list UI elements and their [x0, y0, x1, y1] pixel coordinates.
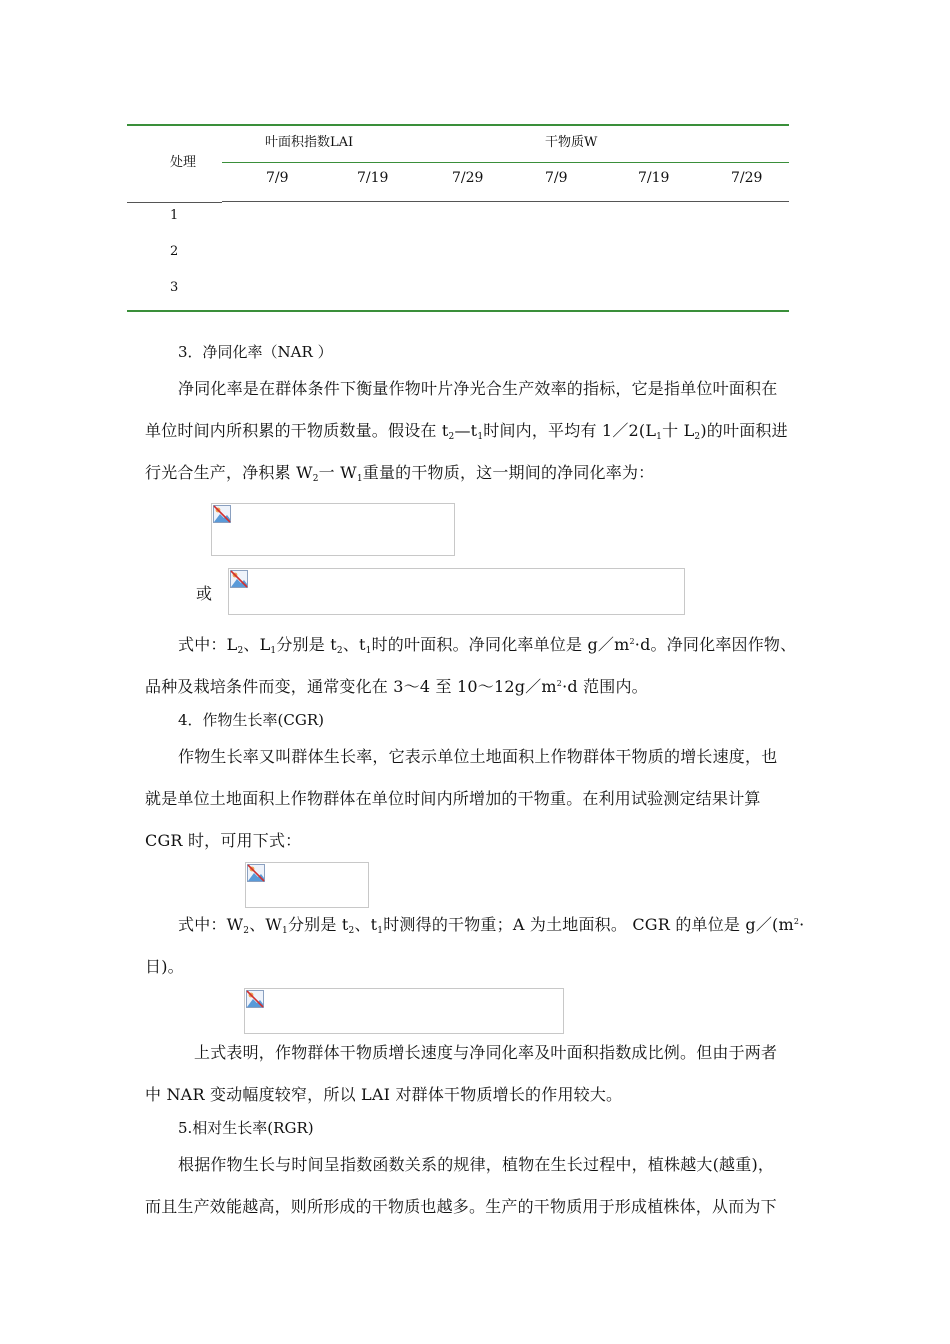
table-date-header: 7/9: [266, 170, 289, 186]
table-top-rule: [127, 124, 789, 126]
section-4-heading: 4．作物生长率(CGR): [178, 711, 325, 729]
sec3-note-text: 式中：L: [178, 635, 238, 654]
or-label: 或: [196, 584, 213, 603]
sec3-text: 时间内，平均有 1／2(L: [483, 421, 657, 440]
subscript: 2: [312, 474, 319, 484]
sec3-paragraph-line-1: [178, 376, 777, 399]
sec4-note-text: 式中：W: [178, 915, 244, 934]
table-header-treatment: 处理: [170, 155, 197, 170]
cgr-formula-image: [245, 862, 369, 908]
nar-formula-image: [211, 503, 455, 556]
table-row-label: 3: [170, 280, 179, 295]
sec5-line-2: 而且生产效能越高，则所形成的干物质也越多。生产的干物质用于形成植株体，从而为下: [145, 1197, 777, 1216]
cgr-relation-formula-image: [244, 988, 564, 1034]
sec4-line-3: CGR 时，可用下式：: [145, 831, 302, 850]
superscript: 2: [629, 637, 635, 646]
table-group-rule: [222, 162, 789, 163]
sec4-note-text: 分别是 t: [287, 915, 349, 934]
subscript: 2: [448, 432, 455, 442]
sec4-note-text: ·: [799, 915, 805, 934]
sec3-note-text: 、t: [342, 635, 366, 654]
sec3-text: 行光合生产，净积累 W: [145, 463, 313, 482]
superscript: 2: [793, 917, 800, 926]
sec3-text: —t: [454, 421, 478, 440]
subscript: 2: [237, 646, 244, 656]
sec3-text: 重量的干物质，这一期间的净同化率为：: [362, 463, 655, 482]
section-3-heading: 3．净同化率（NAR ）: [178, 343, 333, 361]
subscript: 1: [377, 926, 384, 936]
sec3-note-line-1: [178, 632, 796, 656]
sec4-note-line-1: [178, 912, 804, 936]
subscript: 2: [348, 926, 355, 936]
sec4-explanation-line-2: 中 NAR 变动幅度较窄，所以 LAI 对群体干物质增长的作用较大。: [145, 1085, 623, 1104]
sec3-note-text: ·d 范围内。: [562, 677, 648, 696]
table-date-header: 7/29: [731, 170, 763, 186]
superscript: 2: [556, 679, 563, 688]
table-date-header: 7/29: [452, 170, 484, 186]
sec3-text: 单位时间内所积累的干物质数量。假设在 t: [145, 421, 449, 440]
sec4-note-text: 、W: [249, 915, 283, 934]
table-header-rule-left: [127, 202, 222, 203]
subscript: 1: [282, 926, 288, 936]
table-row-label: 2: [170, 244, 179, 259]
sec3-note-text: 、L: [243, 635, 271, 654]
sec3-note-line-2: [145, 674, 648, 697]
broken-image-icon: [213, 505, 231, 523]
table-bottom-rule: [127, 310, 789, 312]
subscript: 2: [694, 432, 701, 442]
broken-image-icon: [247, 864, 265, 882]
section-5-heading: 5.相对生长率(RGR): [178, 1119, 314, 1137]
table-group-w: 干物质W: [545, 135, 598, 150]
table-date-header: 7/9: [545, 170, 568, 186]
broken-image-icon: [230, 570, 248, 588]
sec4-note-line-2: 日)。: [145, 957, 184, 976]
broken-image-icon: [246, 990, 264, 1008]
table-row-label: 1: [170, 208, 179, 223]
sec4-line-2: 就是单位土地面积上作物群体在单位时间内所增加的干物重。在利用试验测定结果计算: [145, 789, 761, 808]
subscript: 1: [477, 432, 484, 442]
nar-alt-formula-image: [228, 568, 685, 615]
sec3-note-text: 品种及栽培条件而变，通常变化在 3～4 至 10～12g／m: [145, 677, 557, 696]
subscript: 1: [656, 432, 663, 442]
table-group-lai: 叶面积指数LAI: [265, 135, 354, 150]
table-date-header: 7/19: [638, 170, 670, 186]
sec3-text: 一 W: [318, 463, 357, 482]
sec5-line-1: 根据作物生长与时间呈指数函数关系的规律，植物在生长过程中，植株越大(越重)，: [178, 1155, 775, 1174]
sec3-paragraph-line-2: [145, 418, 788, 442]
sec3-note-text: ·d。净同化率因作物、: [634, 635, 797, 654]
sec3-paragraph-line-3: [145, 460, 654, 484]
subscript: 1: [365, 646, 372, 656]
sec3-note-text: 分别是 t: [276, 635, 337, 654]
subscript: 1: [356, 474, 363, 484]
subscript: 1: [270, 646, 277, 656]
sec4-explanation-line-1: 上式表明，作物群体干物质增长速度与净同化率及叶面积指数成比例。但由于两者: [194, 1043, 778, 1062]
sec4-line-1: 作物生长率又叫群体生长率，它表示单位土地面积上作物群体干物质的增长速度，也: [178, 747, 778, 766]
sec4-note-text: 、t: [354, 915, 378, 934]
sec3-text: 净同化率是在群体条件下衡量作物叶片净光合生产效率的指标，它是指单位叶面积在: [178, 379, 778, 398]
sec4-note-text: 时测得的干物重；A 为土地面积。 CGR 的单位是 g／(m: [383, 915, 794, 934]
sec3-text: )的叶面积进: [700, 421, 788, 440]
table-date-header: 7/19: [357, 170, 389, 186]
subscript: 2: [243, 926, 250, 936]
subscript: 2: [336, 646, 343, 656]
sec3-note-text: 时的叶面积。净同化率单位是 g／m: [371, 635, 630, 654]
sec3-text: 十 L: [662, 421, 695, 440]
table-header-rule-right: [222, 201, 789, 202]
